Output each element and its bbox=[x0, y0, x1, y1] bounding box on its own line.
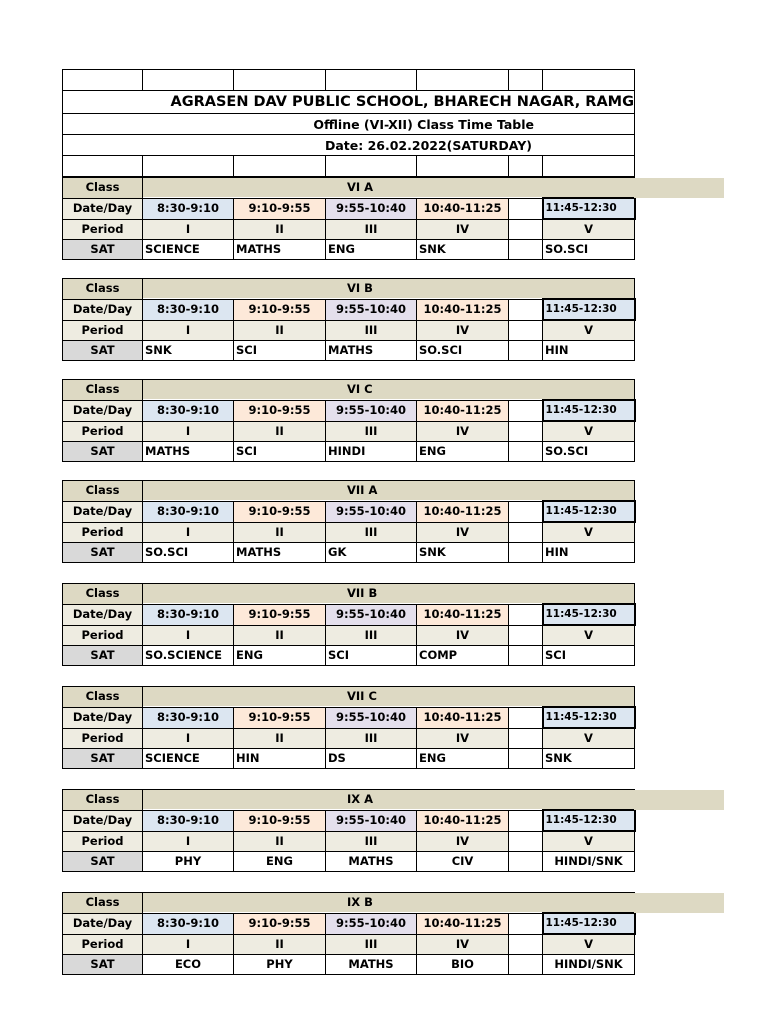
section-table bbox=[62, 789, 636, 872]
time-slot: 10:40-11:25 bbox=[417, 913, 509, 934]
blank-row bbox=[63, 156, 635, 177]
period-row bbox=[63, 522, 635, 543]
time-slot: 9:55-10:40 bbox=[326, 198, 417, 219]
time-row bbox=[63, 400, 635, 421]
date-day-label: Date/Day bbox=[63, 501, 143, 522]
time-slot: 8:30-9:10 bbox=[143, 913, 234, 934]
school-title-row bbox=[63, 91, 635, 114]
time-slot: 11:45-12:30 bbox=[543, 604, 635, 625]
time-slot: 9:55-10:40 bbox=[326, 299, 417, 320]
date-day-label: Date/Day bbox=[63, 707, 143, 728]
date-day-label: Date/Day bbox=[63, 400, 143, 421]
period-row bbox=[63, 934, 635, 955]
time-row bbox=[63, 501, 635, 522]
date-day-label: Date/Day bbox=[63, 299, 143, 320]
subject-row bbox=[63, 955, 635, 975]
class-row bbox=[63, 481, 635, 502]
subject-cell: HIN bbox=[234, 749, 326, 769]
period-number: V bbox=[543, 831, 635, 852]
period-number: II bbox=[234, 625, 326, 646]
time-slot: 9:10-9:55 bbox=[234, 913, 326, 934]
subject-row bbox=[63, 442, 635, 462]
period-label: Period bbox=[63, 934, 143, 955]
subject-cell: HINDI bbox=[326, 442, 417, 462]
class-name: VII C bbox=[143, 687, 635, 708]
period-label: Period bbox=[63, 421, 143, 442]
period-number: II bbox=[234, 934, 326, 955]
subject-row bbox=[63, 852, 635, 872]
period-number: V bbox=[543, 320, 635, 341]
header-table bbox=[62, 69, 635, 177]
period-number: III bbox=[326, 934, 417, 955]
section-table bbox=[62, 278, 636, 361]
period-number: IV bbox=[417, 934, 509, 955]
subject-cell: SNK bbox=[143, 341, 234, 361]
class-band-extension bbox=[634, 178, 724, 199]
subject-cell: HIN bbox=[543, 543, 635, 563]
subject-cell: MATHS bbox=[234, 240, 326, 260]
class-label: Class bbox=[63, 279, 143, 300]
class-label: Class bbox=[63, 178, 143, 199]
period-number: III bbox=[326, 522, 417, 543]
period-number: I bbox=[143, 219, 234, 240]
time-row bbox=[63, 707, 635, 728]
class-row bbox=[63, 279, 635, 300]
time-row bbox=[63, 198, 635, 219]
period-label: Period bbox=[63, 219, 143, 240]
period-row bbox=[63, 219, 635, 240]
period-number: I bbox=[143, 320, 234, 341]
time-slot: 9:55-10:40 bbox=[326, 604, 417, 625]
subject-cell: ENG bbox=[326, 240, 417, 260]
time-slot: 10:40-11:25 bbox=[417, 707, 509, 728]
subject-row bbox=[63, 646, 635, 666]
subject-cell: ENG bbox=[417, 749, 509, 769]
time-row bbox=[63, 299, 635, 320]
subject-cell: SCI bbox=[326, 646, 417, 666]
subject-cell: ENG bbox=[234, 852, 326, 872]
time-slot: 8:30-9:10 bbox=[143, 400, 234, 421]
period-number: II bbox=[234, 320, 326, 341]
class-sections bbox=[62, 177, 634, 975]
period-number: I bbox=[143, 625, 234, 646]
time-slot: 8:30-9:10 bbox=[143, 299, 234, 320]
section-table bbox=[62, 480, 636, 563]
time-slot: 10:40-11:25 bbox=[417, 198, 509, 219]
time-slot: 11:45-12:30 bbox=[543, 198, 635, 219]
subject-row bbox=[63, 543, 635, 563]
time-slot: 9:55-10:40 bbox=[326, 501, 417, 522]
period-number: V bbox=[543, 728, 635, 749]
subject-cell: HINDI/SNK bbox=[543, 955, 635, 975]
period-number: III bbox=[326, 831, 417, 852]
time-row bbox=[63, 810, 635, 831]
time-slot: 9:10-9:55 bbox=[234, 299, 326, 320]
period-number: V bbox=[543, 934, 635, 955]
period-number: IV bbox=[417, 421, 509, 442]
subject-cell: HINDI/SNK bbox=[543, 852, 635, 872]
period-label: Period bbox=[63, 522, 143, 543]
period-number: IV bbox=[417, 320, 509, 341]
subject-cell: ECO bbox=[143, 955, 234, 975]
class-label: Class bbox=[63, 687, 143, 708]
period-number: III bbox=[326, 320, 417, 341]
period-row bbox=[63, 320, 635, 341]
section-table bbox=[62, 583, 636, 666]
subject-cell: SCI bbox=[234, 442, 326, 462]
period-number: II bbox=[234, 728, 326, 749]
period-number: III bbox=[326, 421, 417, 442]
time-slot: 10:40-11:25 bbox=[417, 400, 509, 421]
period-row bbox=[63, 831, 635, 852]
subject-cell: PHY bbox=[143, 852, 234, 872]
class-row bbox=[63, 380, 635, 401]
period-label: Period bbox=[63, 831, 143, 852]
time-slot: 10:40-11:25 bbox=[417, 299, 509, 320]
time-slot: 10:40-11:25 bbox=[417, 604, 509, 625]
subtitle-row bbox=[63, 114, 635, 135]
class-name: VII A bbox=[143, 481, 635, 502]
period-number: V bbox=[543, 421, 635, 442]
blank-row bbox=[63, 70, 635, 91]
subject-row bbox=[63, 749, 635, 769]
class-row bbox=[63, 178, 635, 199]
period-row bbox=[63, 625, 635, 646]
period-number: III bbox=[326, 625, 417, 646]
subject-cell: ENG bbox=[234, 646, 326, 666]
day-label: SAT bbox=[63, 955, 143, 975]
class-row bbox=[63, 893, 635, 914]
period-number: I bbox=[143, 421, 234, 442]
subject-cell: MATHS bbox=[326, 852, 417, 872]
subject-cell: MATHS bbox=[234, 543, 326, 563]
subject-cell: SNK bbox=[417, 543, 509, 563]
time-slot: 9:10-9:55 bbox=[234, 604, 326, 625]
period-number: II bbox=[234, 522, 326, 543]
time-slot: 8:30-9:10 bbox=[143, 501, 234, 522]
subject-cell: MATHS bbox=[326, 955, 417, 975]
time-slot: 8:30-9:10 bbox=[143, 810, 234, 831]
day-label: SAT bbox=[63, 442, 143, 462]
period-number: IV bbox=[417, 522, 509, 543]
class-row bbox=[63, 584, 635, 605]
subject-row bbox=[63, 341, 635, 361]
subject-cell: SNK bbox=[417, 240, 509, 260]
class-name: VI B bbox=[143, 279, 635, 300]
time-slot: 9:10-9:55 bbox=[234, 810, 326, 831]
time-slot: 9:55-10:40 bbox=[326, 400, 417, 421]
subject-cell: SO.SCI bbox=[417, 341, 509, 361]
timetable-sheet bbox=[62, 69, 634, 975]
period-number: V bbox=[543, 219, 635, 240]
period-number: III bbox=[326, 728, 417, 749]
day-label: SAT bbox=[63, 852, 143, 872]
period-label: Period bbox=[63, 728, 143, 749]
time-slot: 10:40-11:25 bbox=[417, 501, 509, 522]
subject-cell: ENG bbox=[417, 442, 509, 462]
class-name: VI A bbox=[143, 178, 635, 199]
time-slot: 10:40-11:25 bbox=[417, 810, 509, 831]
day-label: SAT bbox=[63, 749, 143, 769]
subject-cell: COMP bbox=[417, 646, 509, 666]
subject-cell: SO.SCIENCE bbox=[143, 646, 234, 666]
period-number: I bbox=[143, 728, 234, 749]
period-number: III bbox=[326, 219, 417, 240]
time-slot: 8:30-9:10 bbox=[143, 707, 234, 728]
section-table bbox=[62, 379, 636, 462]
time-slot: 11:45-12:30 bbox=[543, 810, 635, 831]
class-row bbox=[63, 687, 635, 708]
subject-cell: SO.SCI bbox=[143, 543, 234, 563]
day-label: SAT bbox=[63, 646, 143, 666]
time-slot: 9:55-10:40 bbox=[326, 707, 417, 728]
class-label: Class bbox=[63, 584, 143, 605]
subject-cell: DS bbox=[326, 749, 417, 769]
time-slot: 11:45-12:30 bbox=[543, 501, 635, 522]
subject-cell: PHY bbox=[234, 955, 326, 975]
subject-cell: SO.SCI bbox=[543, 442, 635, 462]
day-label: SAT bbox=[63, 543, 143, 563]
subject-cell: GK bbox=[326, 543, 417, 563]
class-band-extension bbox=[634, 790, 724, 811]
period-number: II bbox=[234, 831, 326, 852]
class-name: VI C bbox=[143, 380, 635, 401]
timetable-date: Date: 26.02.2022(SATURDAY) bbox=[63, 135, 635, 156]
period-number: IV bbox=[417, 625, 509, 646]
time-slot: 9:55-10:40 bbox=[326, 810, 417, 831]
class-label: Class bbox=[63, 481, 143, 502]
subject-cell: SCIENCE bbox=[143, 240, 234, 260]
subject-cell: SCIENCE bbox=[143, 749, 234, 769]
class-label: Class bbox=[63, 893, 143, 914]
day-label: SAT bbox=[63, 240, 143, 260]
class-row bbox=[63, 790, 635, 811]
period-number: I bbox=[143, 522, 234, 543]
section-table bbox=[62, 177, 636, 260]
subject-cell: SCI bbox=[543, 646, 635, 666]
subject-cell: SO.SCI bbox=[543, 240, 635, 260]
time-slot: 8:30-9:10 bbox=[143, 198, 234, 219]
period-number: V bbox=[543, 625, 635, 646]
class-band-extension bbox=[634, 893, 724, 914]
section-table bbox=[62, 892, 636, 975]
time-slot: 9:10-9:55 bbox=[234, 400, 326, 421]
time-slot: 9:10-9:55 bbox=[234, 198, 326, 219]
period-number: IV bbox=[417, 728, 509, 749]
subject-cell: CIV bbox=[417, 852, 509, 872]
period-number: V bbox=[543, 522, 635, 543]
class-label: Class bbox=[63, 790, 143, 811]
subject-cell: HIN bbox=[543, 341, 635, 361]
class-name: IX B bbox=[143, 893, 635, 914]
time-slot: 9:10-9:55 bbox=[234, 501, 326, 522]
class-label: Class bbox=[63, 380, 143, 401]
time-slot: 11:45-12:30 bbox=[543, 400, 635, 421]
subject-cell: SCI bbox=[234, 341, 326, 361]
period-row bbox=[63, 421, 635, 442]
date-row bbox=[63, 135, 635, 156]
date-day-label: Date/Day bbox=[63, 604, 143, 625]
date-day-label: Date/Day bbox=[63, 198, 143, 219]
period-label: Period bbox=[63, 320, 143, 341]
period-number: IV bbox=[417, 831, 509, 852]
class-name: VII B bbox=[143, 584, 635, 605]
day-label: SAT bbox=[63, 341, 143, 361]
date-day-label: Date/Day bbox=[63, 810, 143, 831]
time-row bbox=[63, 913, 635, 934]
time-slot: 9:55-10:40 bbox=[326, 913, 417, 934]
subject-cell: BIO bbox=[417, 955, 509, 975]
time-slot: 11:45-12:30 bbox=[543, 707, 635, 728]
timetable-subtitle: Offline (VI-XII) Class Time Table bbox=[63, 114, 635, 135]
subject-cell: MATHS bbox=[143, 442, 234, 462]
time-slot: 11:45-12:30 bbox=[543, 299, 635, 320]
period-number: II bbox=[234, 219, 326, 240]
section-table bbox=[62, 686, 636, 769]
period-number: IV bbox=[417, 219, 509, 240]
period-label: Period bbox=[63, 625, 143, 646]
period-number: I bbox=[143, 934, 234, 955]
time-slot: 11:45-12:30 bbox=[543, 913, 635, 934]
date-day-label: Date/Day bbox=[63, 913, 143, 934]
time-slot: 9:10-9:55 bbox=[234, 707, 326, 728]
subject-row bbox=[63, 240, 635, 260]
period-number: I bbox=[143, 831, 234, 852]
time-slot: 8:30-9:10 bbox=[143, 604, 234, 625]
class-name: IX A bbox=[143, 790, 635, 811]
subject-cell: SNK bbox=[543, 749, 635, 769]
period-number: II bbox=[234, 421, 326, 442]
period-row bbox=[63, 728, 635, 749]
school-name: AGRASEN DAV PUBLIC SCHOOL, BHARECH NAGAR, RAMG bbox=[63, 91, 635, 114]
subject-cell: MATHS bbox=[326, 341, 417, 361]
time-row bbox=[63, 604, 635, 625]
